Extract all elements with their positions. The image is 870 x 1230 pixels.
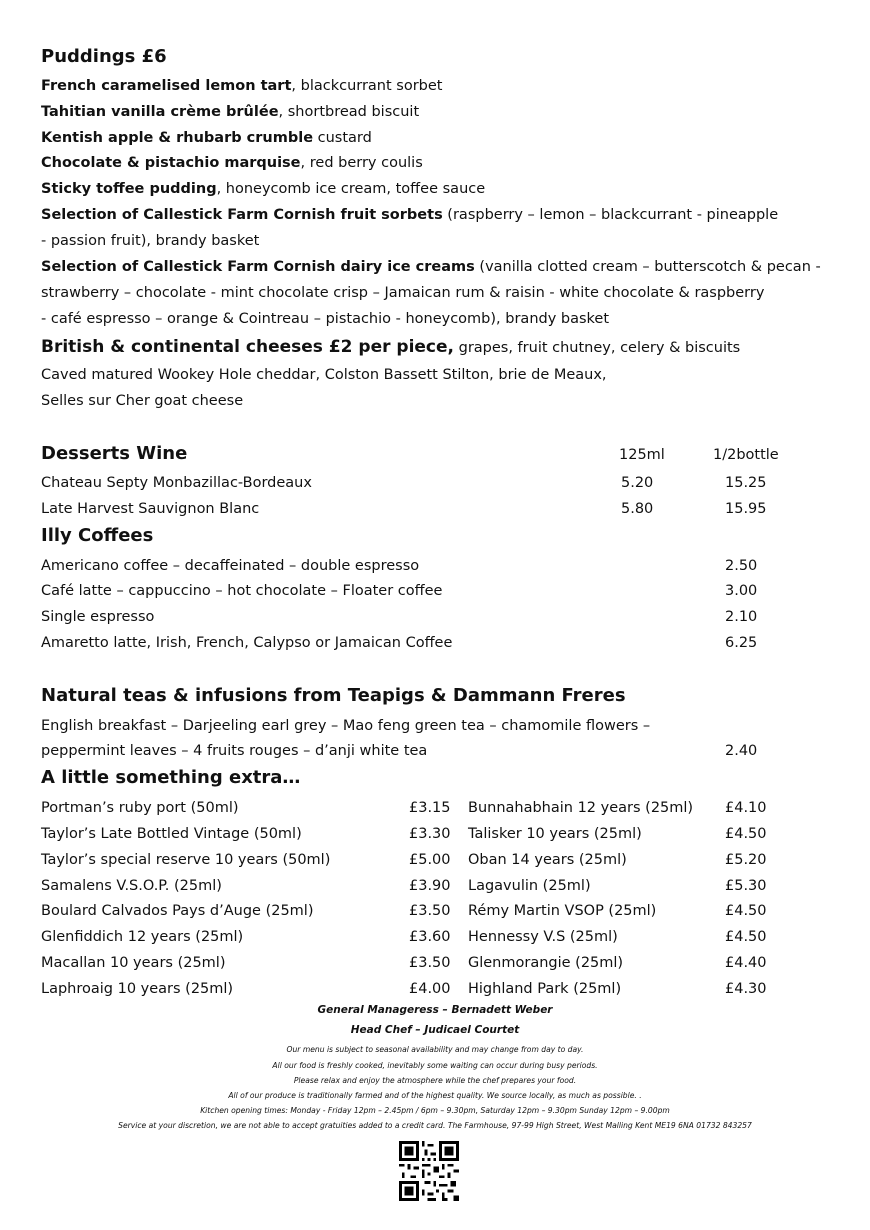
extra-left-name: Taylor’s Late Bottled Vintage (50ml) (41, 826, 302, 842)
coffee-price: 2.10 (725, 609, 758, 625)
coffees-heading: Illy Coffees (41, 525, 154, 546)
coffee-price: 2.50 (725, 558, 758, 574)
extra-right-name: Highland Park (25ml) (468, 981, 622, 997)
extra-right-name: Rémy Martin VSOP (25ml) (468, 903, 657, 919)
cheeses-line: Caved matured Wookey Hole cheddar, Colston Bassett Stilton, brie de Meaux, (41, 367, 607, 383)
extra-right-price: £4.30 (725, 981, 767, 997)
footer-note: All of our produce is traditionally farmed and of the highest quality. We source locally, as much as possible. . (228, 1091, 642, 1100)
footer-note: Service at your discretion, we are not able to accept gratuities added to a credit card. The Farmhouse, 97-99 High Street, West Malling Kent ME19 6NA 01732 843257 (118, 1121, 752, 1130)
pudding-item: French caramelised lemon tart, blackcurrant sorbet (41, 78, 443, 94)
extra-right-price: £4.10 (725, 800, 767, 816)
extras-heading: A little something extra… (41, 767, 301, 788)
extra-right-price: £4.50 (725, 826, 767, 842)
wine-half-price: 15.95 (725, 501, 767, 517)
extra-left-name: Boulard Calvados Pays d’Auge (25ml) (41, 903, 314, 919)
footer-note: Please relax and enjoy the atmosphere while the chef prepares your food. (293, 1076, 577, 1085)
coffee-name: Americano coffee – decaffeinated – double espresso (41, 558, 420, 574)
general-manageress: General Manageress – Bernadett Weber (317, 1004, 553, 1016)
teas-heading: Natural teas & infusions from Teapigs & Dammann Freres (41, 685, 626, 706)
teas-line: peppermint leaves – 4 fruits rouges – d’anji white tea (41, 743, 428, 759)
footer-note: Our menu is subject to seasonal availability and may change from day to day. (286, 1045, 584, 1054)
extra-left-price: £3.30 (409, 826, 451, 842)
extra-right-name: Talisker 10 years (25ml) (468, 826, 642, 842)
extra-left-name: Macallan 10 years (25ml) (41, 955, 226, 971)
footer-note: Kitchen opening times: Monday - Friday 12pm – 2.45pm / 6pm – 9.30pm, Saturday 12pm – 9.30pm Sunday 12pm – 9.00pm (200, 1106, 670, 1115)
extra-right-name: Hennessy V.S (25ml) (468, 929, 618, 945)
teas-price: 2.40 (725, 743, 758, 759)
extra-left-price: £5.00 (409, 852, 451, 868)
extra-right-name: Glenmorangie (25ml) (468, 955, 624, 971)
extra-right-price: £5.20 (725, 852, 767, 868)
icecream-item-cont: strawberry – chocolate - mint chocolate crisp – Jamaican rum & raisin - white chocolate & raspberry (41, 285, 765, 301)
coffee-price: 6.25 (725, 635, 758, 651)
extra-left-price: £3.60 (409, 929, 451, 945)
extra-left-name: Glenfiddich 12 years (25ml) (41, 929, 244, 945)
cheeses-heading: British & continental cheeses £2 per piece, grapes, fruit chutney, celery & biscuits (41, 337, 741, 357)
wine-name: Chateau Septy Monbazillac-Bordeaux (41, 475, 312, 491)
extra-left-name: Taylor’s special reserve 10 years (50ml) (41, 852, 331, 868)
coffee-name: Amaretto latte, Irish, French, Calypso or Jamaican Coffee (41, 635, 453, 651)
coffee-price: 3.00 (725, 583, 758, 599)
extra-left-price: £3.50 (409, 903, 451, 919)
extra-right-name: Bunnahabhain 12 years (25ml) (468, 800, 694, 816)
extra-left-name: Samalens V.S.O.P. (25ml) (41, 878, 222, 894)
qr-code[interactable] (399, 1138, 459, 1204)
extra-right-price: £4.50 (725, 903, 767, 919)
extra-right-price: £4.40 (725, 955, 767, 971)
icecream-item: Selection of Callestick Farm Cornish dairy ice creams (vanilla clotted cream – butterscotch & pecan - (41, 259, 821, 275)
wine-name: Late Harvest Sauvignon Blanc (41, 501, 260, 517)
pudding-item: Kentish apple & rhubarb crumble custard (41, 130, 372, 146)
wine-col-glass: 125ml (619, 447, 665, 463)
wine-col-half: 1/2bottle (713, 447, 779, 463)
pudding-item: Chocolate & pistachio marquise, red berry coulis (41, 155, 423, 171)
extra-right-price: £5.30 (725, 878, 767, 894)
extra-right-name: Oban 14 years (25ml) (468, 852, 627, 868)
extra-right-price: £4.50 (725, 929, 767, 945)
head-chef: Head Chef – Judicael Courtet (350, 1024, 520, 1036)
sorbets-item-cont: - passion fruit), brandy basket (41, 233, 260, 249)
wine-glass-price: 5.80 (621, 501, 654, 517)
extra-left-price: £4.00 (409, 981, 451, 997)
sorbets-item: Selection of Callestick Farm Cornish fruit sorbets (raspberry – lemon – blackcurrant - pineapple (41, 207, 779, 223)
extra-right-name: Lagavulin (25ml) (468, 878, 591, 894)
pudding-item: Tahitian vanilla crème brûlée, shortbread biscuit (41, 104, 420, 120)
wine-glass-price: 5.20 (621, 475, 654, 491)
coffee-name: Single espresso (41, 609, 155, 625)
extra-left-name: Portman’s ruby port (50ml) (41, 800, 239, 816)
extra-left-price: £3.90 (409, 878, 451, 894)
extra-left-name: Laphroaig 10 years (25ml) (41, 981, 234, 997)
icecream-item-cont: - café espresso – orange & Cointreau – pistachio - honeycomb), brandy basket (41, 311, 610, 327)
teas-line: English breakfast – Darjeeling earl grey – Mao feng green tea – chamomile flowers – (41, 718, 651, 734)
footer-note: All our food is freshly cooked, inevitably some waiting can occur during busy periods. (272, 1061, 598, 1070)
extra-left-price: £3.50 (409, 955, 451, 971)
coffee-name: Café latte – cappuccino – hot chocolate – Floater coffee (41, 583, 443, 599)
cheeses-line: Selles sur Cher goat cheese (41, 393, 244, 409)
extra-left-price: £3.15 (409, 800, 451, 816)
puddings-heading: Puddings £6 (41, 46, 167, 67)
dessert-wine-heading: Desserts Wine (41, 443, 188, 464)
wine-half-price: 15.25 (725, 475, 767, 491)
pudding-item: Sticky toffee pudding, honeycomb ice cream, toffee sauce (41, 181, 486, 197)
